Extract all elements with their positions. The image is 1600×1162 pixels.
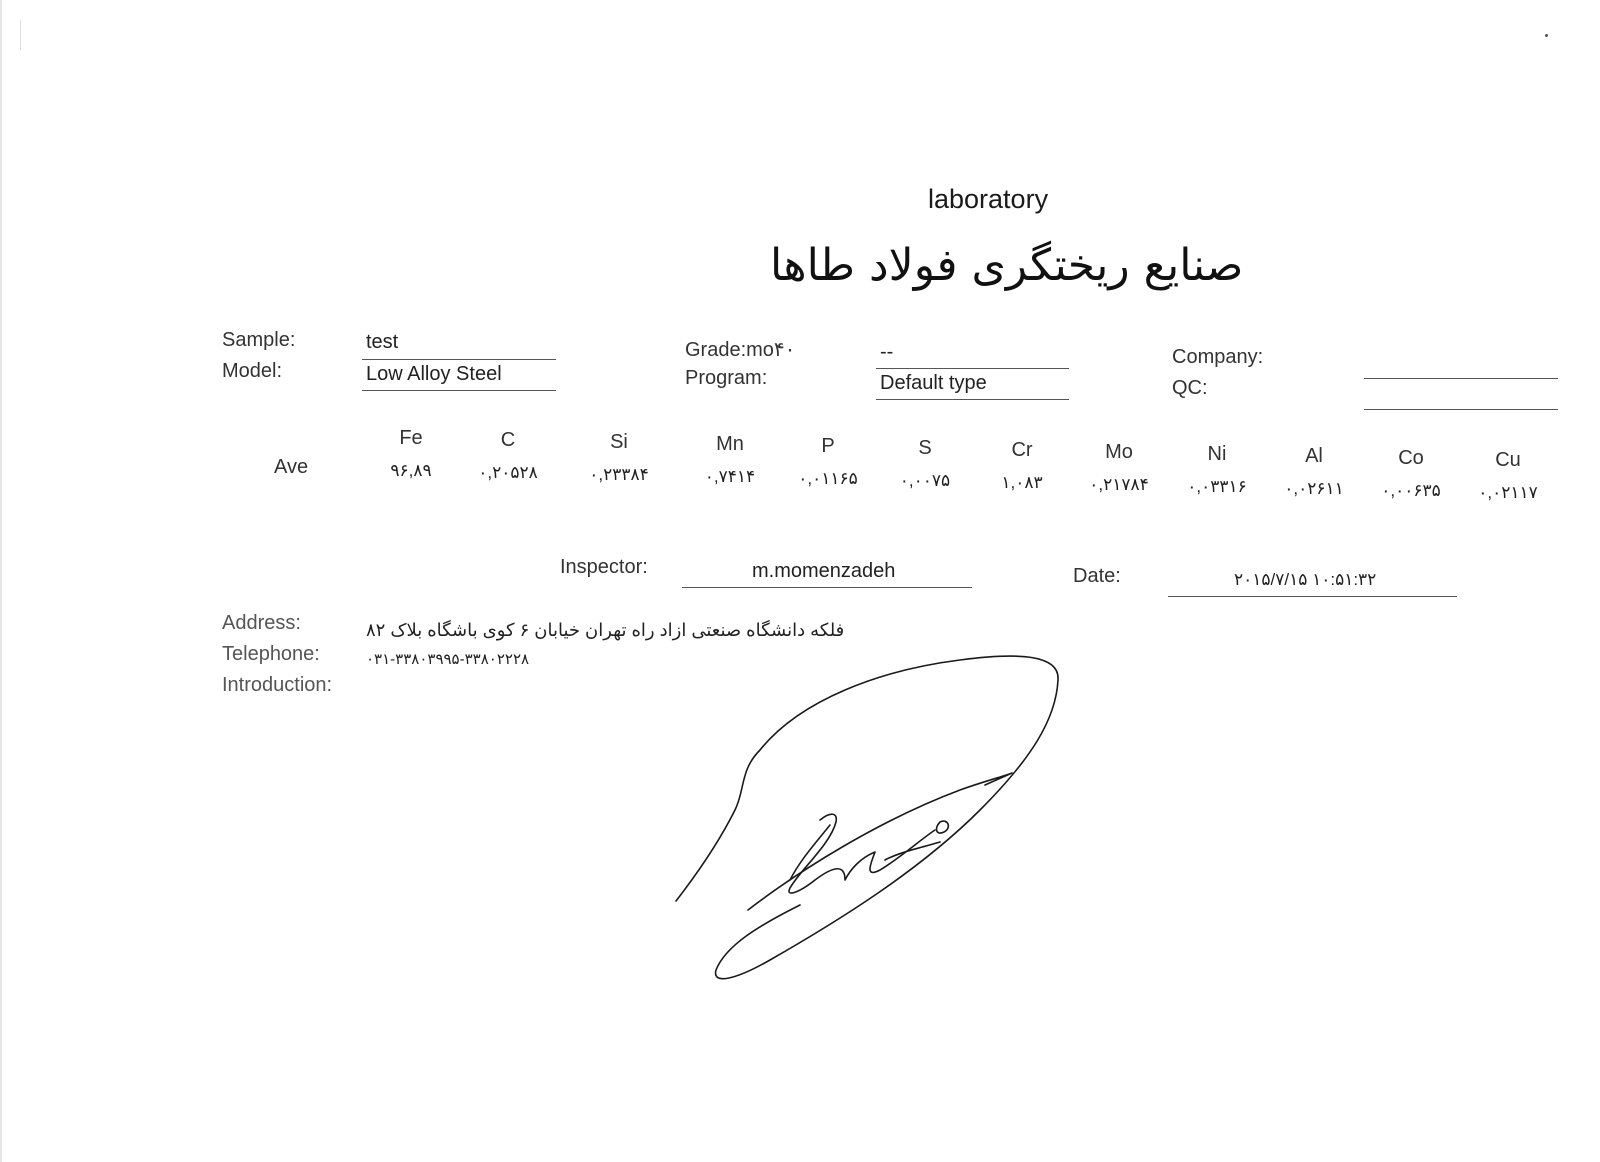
program-label: Program: [685,367,768,389]
value-si: ۰,۲۳۳۸۴ [589,465,649,484]
title-english: laboratory [928,184,1049,214]
value-mo: ۰,۲۱۷۸۴ [1089,475,1149,494]
value-co: ۰,۰۰۶۳۵ [1381,481,1441,500]
element-co: Co [1398,447,1424,469]
address-label: Address: [222,612,301,634]
element-mn: Mn [716,433,744,455]
value-p: ۰,۰۱۱۶۵ [798,469,858,488]
date-label: Date: [1073,565,1121,587]
date-value: ۲۰۱۵/۷/۱۵ ۱۰:۵۱:۳۲ [1234,570,1377,589]
sample-label: Sample: [222,329,296,351]
telephone-label: Telephone: [222,643,320,665]
inspector-value: m.momenzadeh [752,560,896,582]
element-c: C [500,429,516,451]
program-value: Default type [880,372,987,394]
telephone-value: ۰۳۱-۳۳۸۰۳۹۹۵-۳۳۸۰۲۲۲۸ [366,651,530,668]
introduction-label: Introduction: [222,674,333,696]
value-cr: ۱,۰۸۳ [1001,473,1043,492]
grade-value: -- [880,341,894,363]
inspector-label: Inspector: [560,556,648,578]
value-s: ۰,۰۰۷۵ [899,471,951,490]
value-cu: ۰,۰۲۱۱۷ [1478,483,1538,502]
element-p: P [821,435,835,457]
address-value: فلکه دانشگاه صنعتی ازاد راه تهران خیابان ۶ کوی باشگاه بلاک ۸۲ [366,620,845,640]
element-cu: Cu [1495,449,1521,471]
value-ni: ۰,۰۳۳۱۶ [1187,477,1247,496]
value-mn: ۰,۷۴۱۴ [704,467,756,486]
value-fe: ۹۶,۸۹ [390,461,432,480]
element-al: Al [1305,445,1323,467]
element-cr: Cr [1011,439,1033,461]
model-value: Low Alloy Steel [366,363,502,385]
qc-label: QC: [1172,377,1208,399]
element-si: Si [610,431,628,453]
average-row-label: Ave [274,456,309,478]
value-al: ۰,۰۲۶۱۱ [1284,479,1344,498]
grade-label: Grade:mo۴۰ [685,339,796,361]
element-mo: Mo [1105,441,1133,463]
element-ni: Ni [1207,443,1227,465]
model-label: Model: [222,360,283,382]
element-fe: Fe [399,427,423,449]
value-c: ۰,۲۰۵۲۸ [478,463,538,482]
company-title-persian: صنایع ریختگری فولاد طاها [770,240,1244,291]
company-label: Company: [1172,346,1264,368]
sample-value: test [366,331,399,353]
element-s: S [918,437,932,459]
